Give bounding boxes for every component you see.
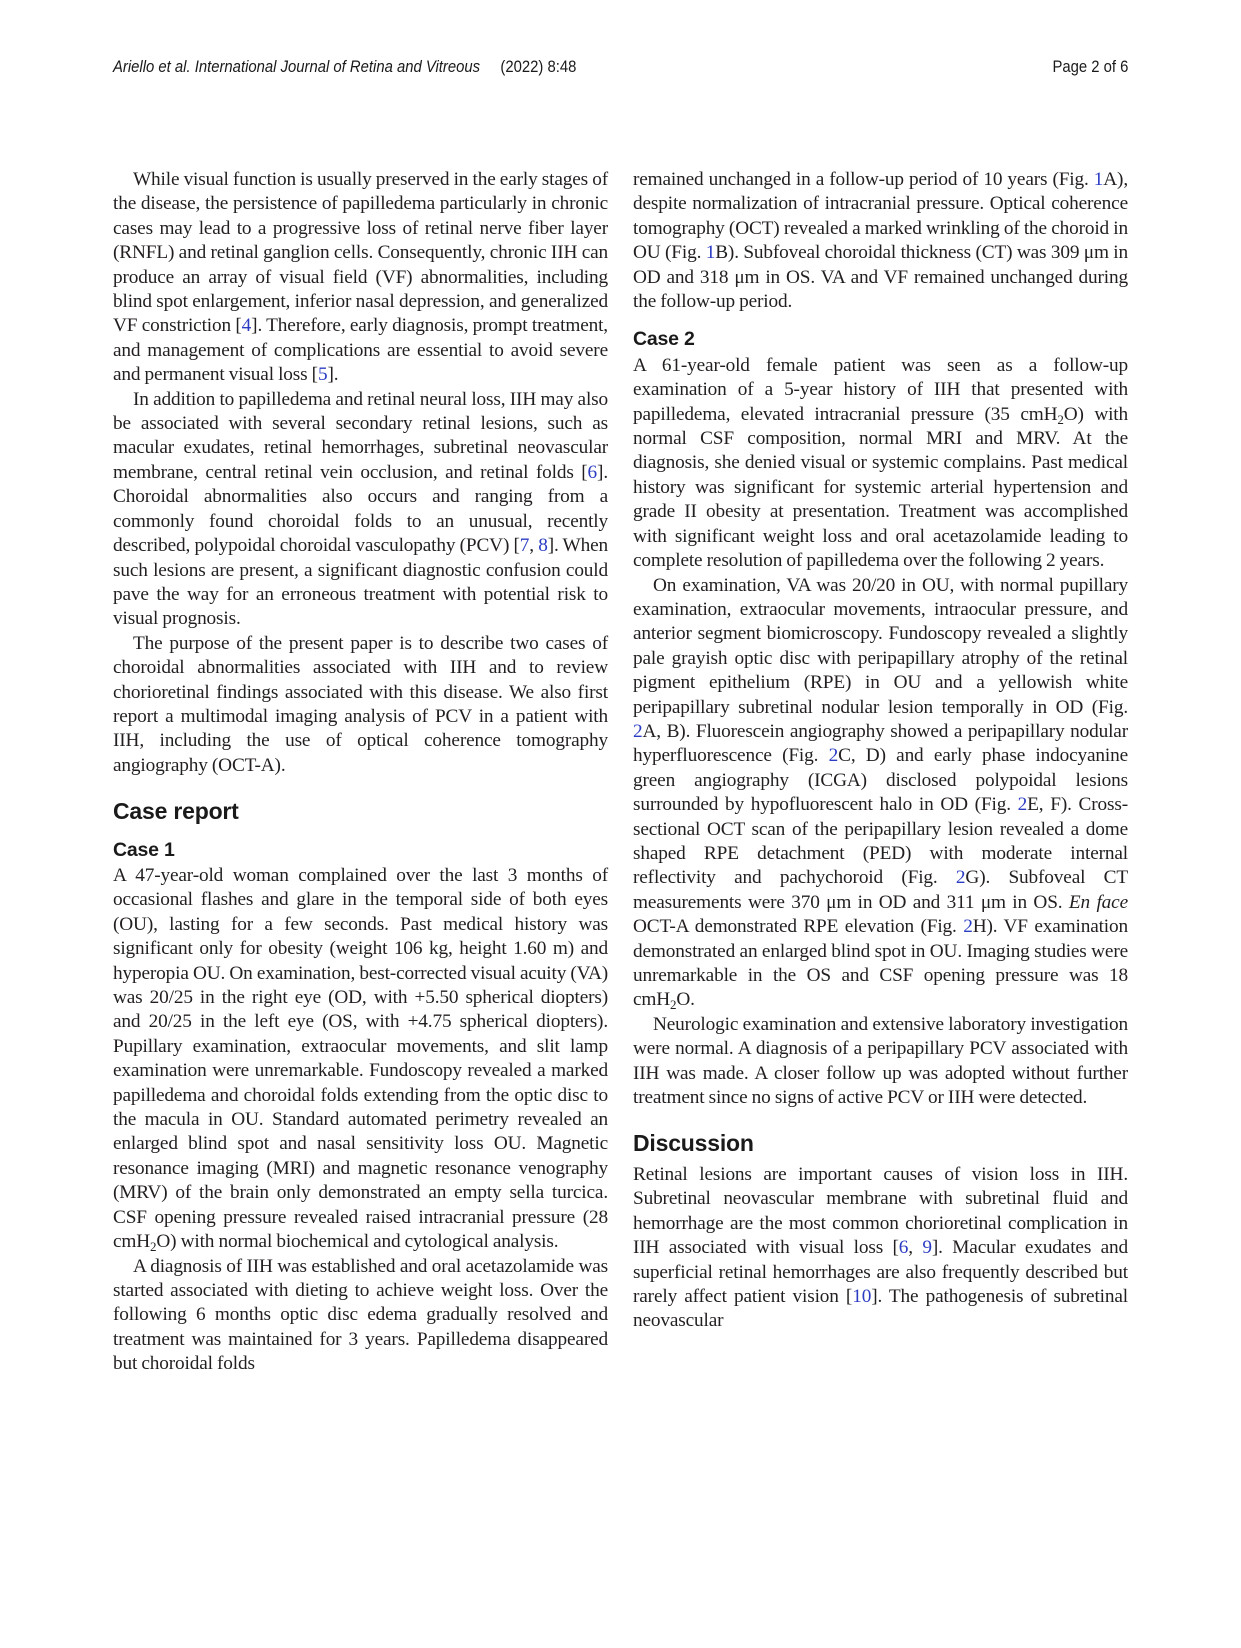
- text-segment: remained unchanged in a follow-up period of 10 years (Fig.: [633, 169, 1094, 190]
- journal-citation-issue: (2022) 8:48: [500, 58, 577, 76]
- paragraph: [113, 1255, 608, 1377]
- citation-link[interactable]: 2: [633, 720, 643, 742]
- section-heading: Discussion: [633, 1130, 754, 1157]
- text-segment: H). VF examination demonstrated an enlarged blind spot in OU. Imaging studies were unremarkable in the OS and CSF opening pressure was 18 cmH: [633, 916, 1128, 1011]
- text-segment: Retinal lesions are important causes of vision loss in IIH. Subretinal neovascular membrane with subretinal fluid and hemorrhage are the most common chorioretinal complication in IIH associated with visual loss [: [633, 1163, 1128, 1259]
- text-segment: ]. Therefore, early diagnosis, prompt treatment, and management of complications are essential to avoid severe and permanent visual loss [: [113, 315, 608, 386]
- citation-link[interactable]: 2: [828, 745, 839, 767]
- paragraph: [633, 168, 1128, 314]
- citation-link[interactable]: 10: [852, 1285, 872, 1307]
- text-segment: O.: [676, 989, 695, 1011]
- text-segment: ,: [908, 1237, 923, 1259]
- journal-citation: [113, 58, 576, 77]
- paragraph: [633, 1163, 1128, 1334]
- text-segment: G). Subfoveal CT measurements were 370 μm in OD and 311 μm in OS.: [633, 867, 1128, 913]
- text-segment: A, B). Fluorescein angiography showed a peripapillary nodular hyperfluorescence (Fig.: [633, 720, 1128, 767]
- column-right: [633, 168, 1128, 1377]
- text-segment: En face: [1068, 891, 1128, 913]
- article-body: [113, 168, 1128, 1377]
- subsection-heading: Case 1: [113, 838, 175, 861]
- text-segment: A 47-year-old woman complained over the last 3 months of occasional flashes and glare in the temporal side of both eyes (OU), lasting for a few seconds. Past medical history was significant only for obesity (weight 106 kg, height 1.60 m) and hyperopia OU. On examination, best-corrected visual acuity (VA) was 20/25 in the right eye (OD, with +5.50 spherical diopters) and 20/25 in the left eye (OS, with +4.75 spherical diopters). Pupillary examination, extraocular movements, and slit lamp examination were unremarkable. Fundoscopy revealed a marked papilledema and choroidal folds extending from the optic disc to the macula in OU. Standard automated perimetry revealed an enlarged blind spot and nasal sensitivity loss OU. Magnetic resonance imaging (MRI) and magnetic resonance venography (MRV) of the brain only demonstrated an empty sella turcica. CSF opening pressure revealed raised intracranial pressure (28 cmH: [113, 865, 608, 1253]
- subsection-heading: Case 2: [633, 328, 695, 351]
- citation-link[interactable]: 2: [955, 867, 966, 889]
- citation-link[interactable]: 5: [317, 364, 328, 386]
- text-segment: E, F). Cross-sectional OCT scan of the peripapillary lesion revealed a dome shaped RPE detachment (PED) with moderate internal reflectivity and pachychoroid (Fig.: [633, 794, 1128, 889]
- paragraph: [633, 574, 1128, 1013]
- text-segment: On examination, VA was 20/20 in OU, with normal pupillary examination, extraocular movements, intraocular pressure, and anterior segment biomicroscopy. Fundoscopy revealed a slightly pale grayish optic disc with peripapillary atrophy of the retinal pigment epithelium (RPE) in OU and a yellowish white peripapillary subretinal nodular lesion temporally in OD (Fig.: [633, 574, 1128, 718]
- page-number: Page 2 of 6: [1052, 58, 1128, 76]
- text-segment: 2: [1057, 411, 1064, 427]
- text-segment: A diagnosis of IIH was established and oral acetazolamide was started associated with dieting to achieve weight loss. Over the following 6 months optic disc edema gradually resolved and treatment was maintained for 3 years. Papilledema disappeared but choroidal folds: [113, 1255, 608, 1375]
- text-segment: C, D) and early phase indocyanine green angiography (ICGA) disclosed polypoidal lesions surrounded by hypofluorescent halo in OD (Fig.: [633, 745, 1128, 816]
- citation-link[interactable]: 8: [538, 535, 548, 557]
- column-left: [113, 168, 608, 1377]
- text-segment: ]. The pathogenesis of subretinal neovascular: [633, 1285, 1128, 1332]
- paragraph: [633, 354, 1128, 574]
- text-segment: 2: [150, 1239, 157, 1255]
- text-segment: In addition to papilledema and retinal neural loss, IIH may also be associated with several secondary retinal lesions, such as macular exudates, retinal hemorrhages, subretinal neovascular membrane, central retinal vein occlusion, and retinal folds [: [113, 388, 608, 483]
- text-segment: ,: [529, 535, 539, 557]
- citation-link[interactable]: 6: [898, 1237, 909, 1259]
- paragraph: [113, 864, 608, 1255]
- text-segment: OCT-A demonstrated RPE elevation (Fig.: [633, 916, 964, 938]
- text-segment: B). Subfoveal choroidal thickness (CT) was 309 μm in OD and 318 μm in OS. VA and VF remained unchanged during the follow-up period.: [633, 242, 1128, 313]
- paragraph: [113, 168, 608, 388]
- text-segment: ]. Macular exudates and superficial retinal hemorrhages are also frequently described but rarely affect patient vision [: [633, 1237, 1129, 1307]
- citation-link[interactable]: 1: [705, 242, 716, 264]
- citation-link[interactable]: 2: [963, 916, 973, 938]
- text-segment: Neurologic examination and extensive laboratory investigation were normal. A diagnosis of a peripapillary PCV associated with IIH was made. A closer follow up was adopted without further treatment since no signs of active PCV or IIH were detected.: [633, 1013, 1128, 1109]
- text-segment: A), despite normalization of intracranial pressure. Optical coherence tomography (OCT) revealed a marked wrinkling of the choroid in OU (Fig.: [633, 169, 1128, 264]
- paragraph: [113, 388, 608, 632]
- citation-link[interactable]: 6: [587, 461, 598, 483]
- text-segment: The purpose of the present paper is to describe two cases of choroidal abnormalities associated with IIH and to review chorioretinal findings associated with this disease. We also first report a multimodal imaging analysis of PCV in a patient with IIH, including the use of optical coherence tomography angiography (OCT-A).: [113, 632, 608, 776]
- text-segment: While visual function is usually preserved in the early stages of the disease, the persistence of papilledema particularly in chronic cases may lead to a progressive loss of retinal nerve fiber layer (RNFL) and retinal ganglion cells. Consequently, chronic IIH can produce an array of visual field (VF) abnormalities, including blind spot enlargement, inferior nasal depression, and generalized VF constriction [: [113, 169, 608, 337]
- section-heading: Case report: [113, 798, 239, 825]
- citation-link[interactable]: 7: [519, 535, 530, 557]
- text-segment: A 61-year-old female patient was seen as a follow-up examination of a 5-year history of IIH that presented with papilledema, elevated intracranial pressure (35 cmH: [633, 354, 1128, 425]
- citation-link[interactable]: 2: [1017, 794, 1028, 816]
- paragraph: [113, 632, 608, 778]
- citation-link[interactable]: 9: [922, 1237, 932, 1259]
- text-segment: 2: [670, 997, 677, 1013]
- citation-link[interactable]: 4: [241, 315, 252, 337]
- paragraph: [633, 1013, 1128, 1111]
- text-segment: O) with normal CSF composition, normal MRI and MRV. At the diagnosis, she denied visual or systemic complains. Past medical history was significant for systemic arterial hypertension and grade II obesity at presentation. Treatment was accomplished with significant weight loss and oral acetazolamide leading to complete resolution of papilledema over the following 2 years.: [633, 403, 1128, 572]
- text-segment: ].: [327, 364, 339, 386]
- text-segment: ]. When such lesions are present, a significant diagnostic confusion could pave the way for an erroneous treatment with potential risk to visual prognosis.: [113, 535, 608, 630]
- text-segment: ]. Choroidal abnormalities also occurs and ranging from a commonly found choroidal folds to an unusual, recently described, polypoidal choroidal vasculopathy (PCV) [: [113, 461, 608, 557]
- running-header: [113, 58, 1128, 77]
- citation-link[interactable]: 1: [1093, 169, 1104, 190]
- journal-citation-authors: Ariello et al. International Journal of Retina and Vitreous: [113, 58, 481, 76]
- text-segment: O) with normal biochemical and cytological analysis.: [156, 1231, 559, 1253]
